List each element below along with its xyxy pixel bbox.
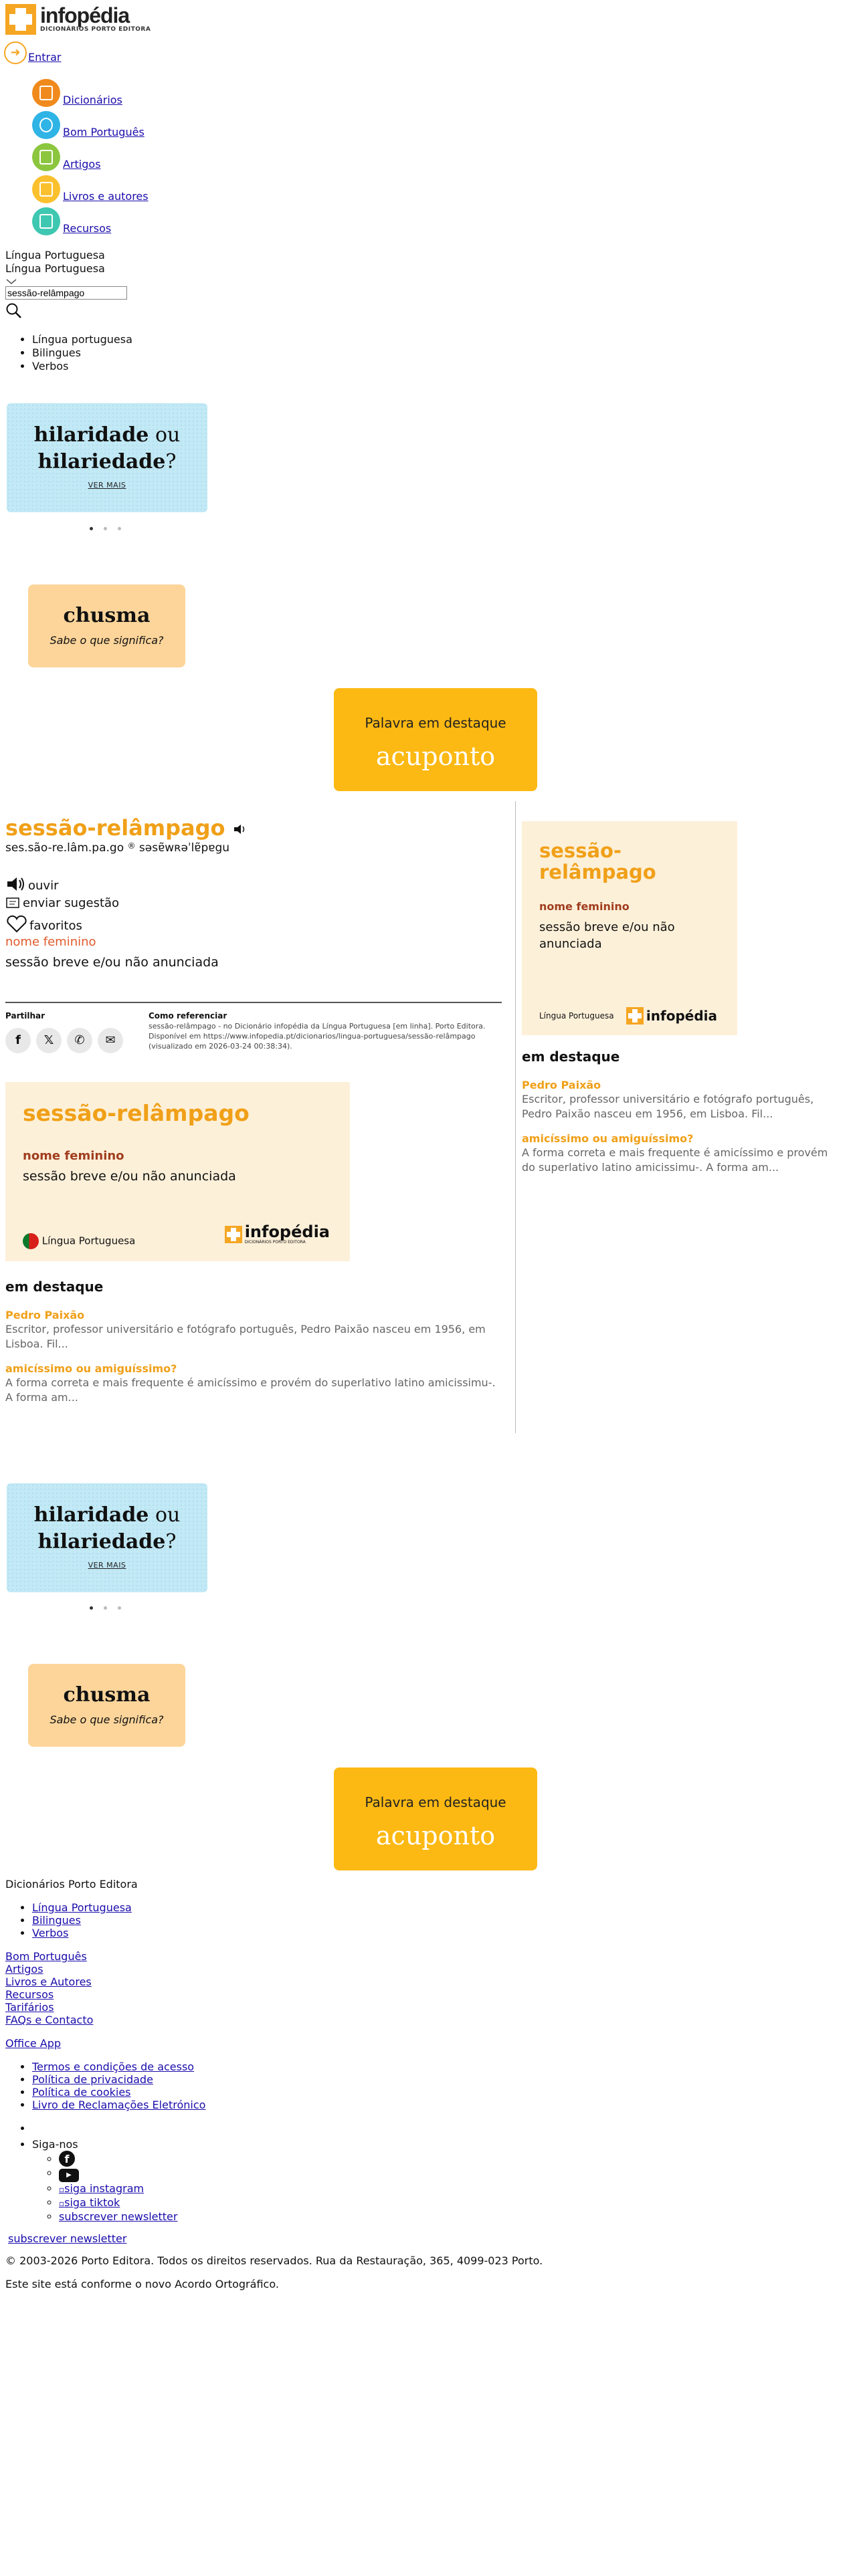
card-headword: sessão-relâmpago bbox=[23, 1100, 250, 1126]
orthographic-note: Este site está conforme o novo Acordo Ortográfico. bbox=[5, 2278, 279, 2290]
carousel-dots[interactable] bbox=[84, 520, 126, 534]
footer-title: Dicionários Porto Editora bbox=[5, 1878, 138, 1891]
broken-image-icon: ▫ bbox=[59, 2199, 65, 2208]
card-pos: nome feminino bbox=[539, 900, 630, 913]
nav-label[interactable]: Recursos bbox=[63, 222, 112, 235]
login-icon: ➜ bbox=[4, 41, 27, 64]
footer bbox=[5, 1878, 543, 2290]
x-icon[interactable]: 𝕏 bbox=[36, 1028, 62, 1053]
broken-image-icon: ▫ bbox=[59, 2185, 65, 2194]
dictionary-options bbox=[5, 333, 132, 373]
quiz-question: Sabe o que significa? bbox=[50, 633, 164, 647]
promo-more-link[interactable]: VER MAIS bbox=[88, 1561, 126, 1570]
social-list bbox=[5, 2122, 543, 2223]
speech-icon bbox=[32, 111, 60, 139]
heart-icon bbox=[5, 915, 28, 934]
featured-item[interactable]: Pedro Paixão Escritor, professor universitário e fotógrafo português, Pedro Paixão nasceu em 1956, em Lisboa. Fil... bbox=[5, 1309, 486, 1350]
footer-links bbox=[5, 1950, 543, 2026]
card-logo: infopédia DICIONÁRIOS PORTO EDITORA bbox=[225, 1224, 330, 1245]
nav-item-artigos[interactable] bbox=[32, 139, 149, 171]
logo-mark-icon bbox=[225, 1226, 242, 1243]
whatsapp-icon[interactable]: ✆ bbox=[67, 1028, 92, 1053]
featured-title: em destaque bbox=[5, 1279, 104, 1295]
nav-label[interactable]: Bom Português bbox=[63, 126, 145, 138]
footer-link[interactable]: Livros e Autores bbox=[5, 1975, 92, 1988]
tiktok-link[interactable]: ▫siga tiktok bbox=[59, 2196, 120, 2209]
word-quiz-card[interactable] bbox=[28, 584, 185, 667]
footer-link[interactable]: FAQs e Contacto bbox=[5, 2014, 94, 2026]
footer-link[interactable]: Política de privacidade bbox=[32, 2073, 153, 2086]
featured-item[interactable]: amicíssimo ou amiguíssimo? A forma correta e mais frequente é amicíssimo e provém do superlativo latino amicissimu-. A forma am... bbox=[5, 1362, 496, 1404]
login-label[interactable]: Entrar bbox=[28, 51, 62, 64]
featured-word-card[interactable]: Palavra em destaque acuponto bbox=[334, 1767, 537, 1870]
featured-word: acuponto bbox=[375, 742, 496, 771]
office-app-link[interactable]: Office App bbox=[5, 2037, 62, 2050]
card-logo: infopédia bbox=[626, 1007, 717, 1025]
dictionary-option[interactable]: • Verbos bbox=[32, 360, 132, 373]
follow-us: • Siga-nos ◦ f ◦ ▶ ◦ ▫siga instagram ◦ ▫siga tiktok ◦ subscrever newsletter bbox=[32, 2138, 543, 2223]
footer-link[interactable]: Tarifários bbox=[5, 2001, 54, 2014]
card-definition: sessão breve e/ou não anunciada bbox=[23, 1169, 236, 1184]
pronunciation: ses.são-re.lâm.pa.go ® səsɐ̃wʀəˈlɐ̃pɐgu bbox=[5, 841, 230, 855]
share-card-image bbox=[5, 1082, 350, 1261]
footer-link[interactable]: Bom Português bbox=[5, 1950, 87, 1963]
nav-label[interactable]: Dicionários bbox=[63, 94, 122, 106]
empty-list-item bbox=[32, 2122, 543, 2138]
logo-mark-icon bbox=[626, 1007, 644, 1025]
chevron-down-icon bbox=[5, 278, 17, 286]
card-pos: nome feminino bbox=[23, 1149, 124, 1163]
newsletter-link[interactable]: subscrever newsletter bbox=[8, 2232, 127, 2245]
footer-link[interactable]: Livro de Reclamações Eletrónico bbox=[32, 2099, 206, 2111]
search-icon bbox=[5, 302, 23, 320]
footer-dict-list bbox=[5, 1901, 543, 1939]
dictionary-option[interactable]: • Língua portuguesa bbox=[32, 333, 132, 346]
card-language: Língua Portuguesa bbox=[23, 1233, 135, 1249]
quiz-word: chusma bbox=[63, 604, 151, 627]
resources-icon bbox=[32, 207, 60, 235]
dictionary-select-label: Língua Portuguesa bbox=[5, 249, 105, 261]
nav-item-bom-portugues[interactable] bbox=[32, 107, 149, 139]
promo-banner-hilaridade[interactable]: hilaridade ou hilariedade? VER MAIS bbox=[7, 1483, 207, 1592]
featured-item[interactable]: Pedro Paixão Escritor, professor universitário e fotógrafo português, Pedro Paixão nasceu em 1956, em Lisboa. Fil... bbox=[522, 1079, 814, 1120]
suggest-button[interactable]: enviar sugestão bbox=[5, 896, 119, 911]
logo-wordmark: infopédia bbox=[40, 3, 130, 28]
featured-word-card[interactable] bbox=[334, 688, 537, 791]
sidebar-share-card bbox=[522, 821, 737, 1035]
speaker-icon bbox=[5, 875, 27, 893]
citation-label: Como referenciar bbox=[149, 1011, 227, 1021]
footer-legal-list bbox=[5, 2060, 543, 2111]
carousel-dots[interactable] bbox=[84, 1600, 126, 1613]
sidebar-featured bbox=[522, 1049, 843, 1175]
share-label: Partilhar bbox=[5, 1011, 45, 1021]
share-section bbox=[5, 1011, 128, 1053]
footer-link[interactable]: Artigos bbox=[5, 1963, 43, 1975]
dictionary-select[interactable] bbox=[5, 249, 105, 289]
article-icon bbox=[32, 143, 60, 171]
featured-word-label: Palavra em destaque bbox=[365, 715, 506, 731]
dictionary-select-value: Língua Portuguesa bbox=[5, 262, 105, 275]
copyright: © 2003-2026 Porto Editora. Todos os direitos reservados. Rua da Restauração, 365, 4099-023 Porto. bbox=[5, 2254, 543, 2267]
footer-link[interactable]: Verbos bbox=[32, 1927, 69, 1939]
books-icon bbox=[32, 175, 60, 203]
featured-item[interactable]: amicíssimo ou amiguíssimo? A forma correta e mais frequente é amicíssimo e provém do superlativo latino amicissimu-. A forma am... bbox=[522, 1132, 828, 1174]
promo-banner-hilaridade[interactable] bbox=[7, 403, 207, 512]
email-icon[interactable]: ✉ bbox=[98, 1028, 123, 1053]
logo-subtitle: DICIONÁRIOS PORTO EDITORA bbox=[40, 26, 151, 33]
nav-item-dicionarios[interactable] bbox=[32, 75, 149, 107]
nav-item-livros[interactable] bbox=[32, 171, 149, 203]
instagram-link[interactable]: ▫siga instagram bbox=[59, 2182, 145, 2195]
footer-link[interactable]: Bilingues bbox=[32, 1914, 81, 1927]
footer-link[interactable]: Termos e condições de acesso bbox=[32, 2060, 195, 2073]
speaker-icon[interactable] bbox=[233, 823, 248, 835]
citation-text: sessão-relâmpago - no Dicionário infopédia da Língua Portuguesa [em linha]. Porto Editora. Disponível em https://www.infopedia.pt/dicionarios/lingua-portuguesa/sessão-relâmpago (visualizado em 2026-03-24 00:38:34). bbox=[149, 1022, 486, 1051]
dictionary-option[interactable]: • Bilingues bbox=[32, 346, 132, 360]
featured-section bbox=[5, 1279, 500, 1405]
footer-link[interactable]: Recursos bbox=[5, 1988, 54, 2001]
youtube-icon[interactable]: ▶ bbox=[59, 2169, 79, 2182]
citation bbox=[149, 1011, 496, 1051]
promo-more-link[interactable]: VER MAIS bbox=[88, 481, 126, 490]
column-divider bbox=[515, 801, 516, 1433]
promo-title: hilaridade ou hilariedade? bbox=[33, 423, 181, 473]
newsletter-link[interactable]: subscrever newsletter bbox=[59, 2210, 178, 2223]
card-definition: sessão breve e/ou não anunciada bbox=[539, 920, 675, 951]
entry-headword: sessão-relâmpago bbox=[5, 815, 248, 841]
main-nav bbox=[5, 75, 149, 235]
listen-button[interactable]: ouvir bbox=[5, 875, 58, 893]
dictionary-icon bbox=[32, 79, 60, 107]
footer-link[interactable]: Língua Portuguesa bbox=[32, 1901, 132, 1914]
card-headword: sessão-relâmpago bbox=[539, 839, 656, 883]
search-input[interactable] bbox=[5, 286, 127, 300]
nav-label[interactable]: Artigos bbox=[63, 158, 101, 171]
nav-label[interactable]: Livros e autores bbox=[63, 190, 149, 203]
part-of-speech: nome feminino bbox=[5, 935, 96, 949]
card-language: Língua Portuguesa bbox=[539, 1011, 614, 1021]
suggestion-icon bbox=[5, 897, 21, 911]
login-link[interactable] bbox=[4, 41, 61, 64]
portugal-flag-icon bbox=[23, 1233, 39, 1249]
infopedia-logo[interactable] bbox=[5, 4, 151, 35]
nav-item-recursos[interactable] bbox=[32, 203, 149, 235]
facebook-icon[interactable]: f bbox=[59, 2151, 75, 2167]
search-form bbox=[5, 286, 127, 300]
definition: sessão breve e/ou não anunciada bbox=[5, 955, 219, 970]
footer-link[interactable]: Política de cookies bbox=[32, 2086, 131, 2099]
word-quiz-card[interactable]: chusma Sabe o que significa? bbox=[28, 1664, 185, 1747]
logo-mark-icon bbox=[5, 4, 36, 35]
favorites-button[interactable]: favoritos bbox=[5, 915, 82, 934]
facebook-icon[interactable]: f bbox=[5, 1028, 31, 1053]
featured-title: em destaque bbox=[522, 1049, 620, 1065]
search-button[interactable] bbox=[5, 302, 23, 326]
divider bbox=[5, 1002, 502, 1003]
